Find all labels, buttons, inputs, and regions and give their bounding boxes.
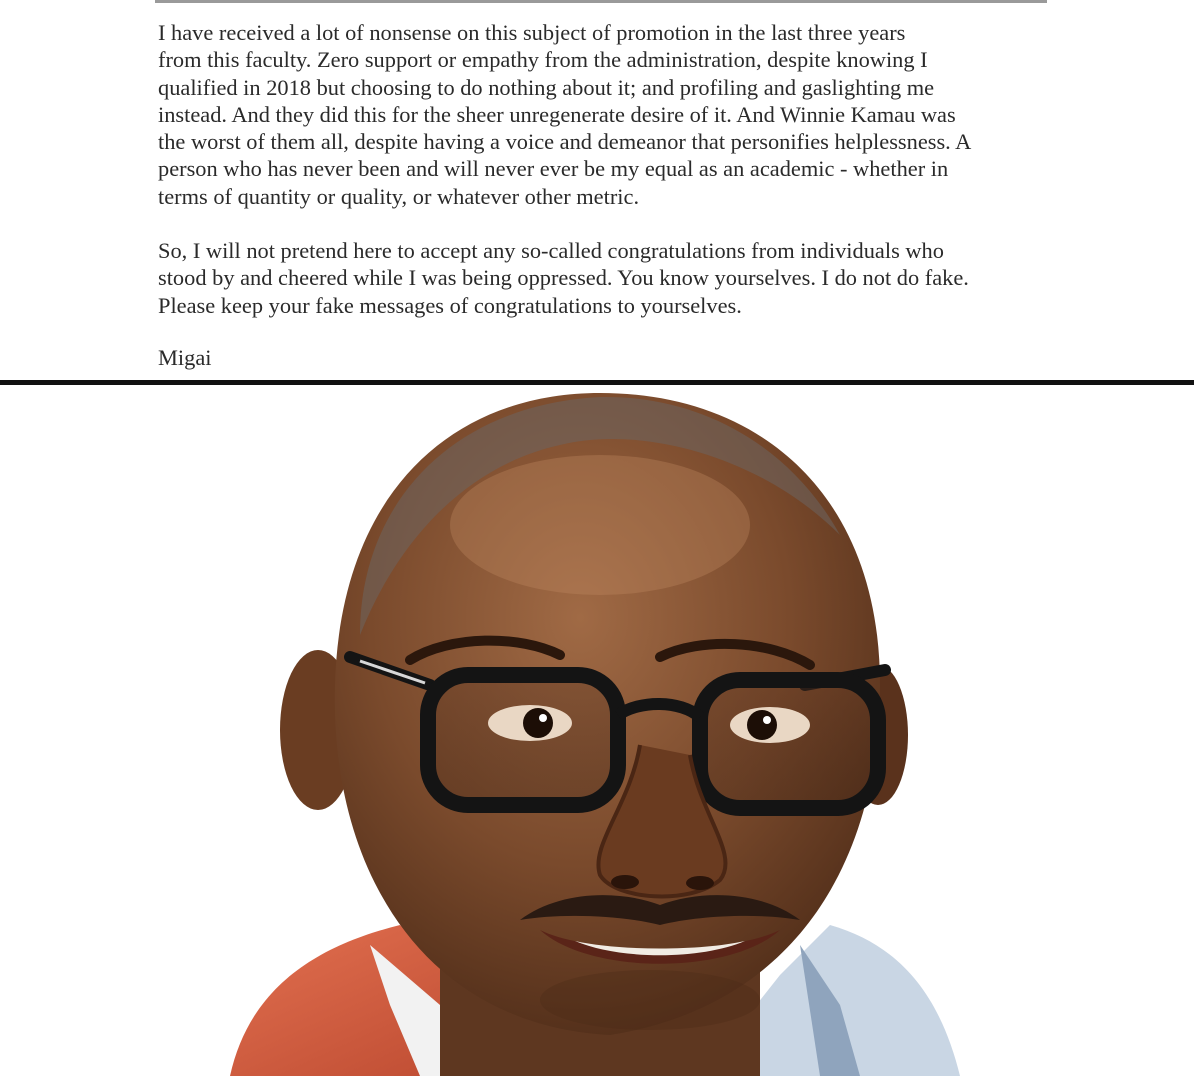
portrait-illustration <box>0 385 1200 1076</box>
letter-excerpt <box>0 0 1200 382</box>
paragraph-line: terms of quantity or quality, or whatever other metric. <box>158 183 640 209</box>
paragraph-line: instead. And they did this for the sheer unregenerate desire of it. And Winnie Kamau was <box>158 101 956 127</box>
paragraph-line: So, I will not pretend here to accept any so-called congratulations from individuals who <box>158 238 944 264</box>
paragraph-line: qualified in 2018 but choosing to do nothing about it; and profiling and gaslighting me <box>158 74 935 100</box>
paragraph-line: person who has never been and will never ever be my equal as an academic - whether in <box>158 156 949 182</box>
paragraph-line: the worst of them all, despite having a voice and demeanor that personifies helplessness. A <box>158 129 972 155</box>
paragraph-spacer <box>158 210 1058 237</box>
portrait-photo <box>0 385 1200 1076</box>
paragraph-1 <box>158 19 1058 210</box>
paragraph-2 <box>158 237 1058 319</box>
paragraph-line: I have received a lot of nonsense on this subject of promotion in the last three years <box>158 20 906 45</box>
signature: Migai <box>158 344 212 370</box>
forehead-highlight <box>450 455 750 595</box>
paragraph-line: Please keep your fake messages of congratulations to yourselves. <box>158 292 742 318</box>
paragraph-line: from this faculty. Zero support or empathy from the administration, despite knowing I <box>158 47 928 73</box>
nostril-right <box>686 876 714 890</box>
top-rule <box>155 0 1047 3</box>
nostril-left <box>611 875 639 889</box>
paragraph-line: stood by and cheered while I was being oppressed. You know yourselves. I do not do fake. <box>158 265 969 291</box>
chin-shadow <box>540 970 760 1030</box>
letter-body <box>158 19 1058 371</box>
signature-spacer <box>158 319 1058 344</box>
